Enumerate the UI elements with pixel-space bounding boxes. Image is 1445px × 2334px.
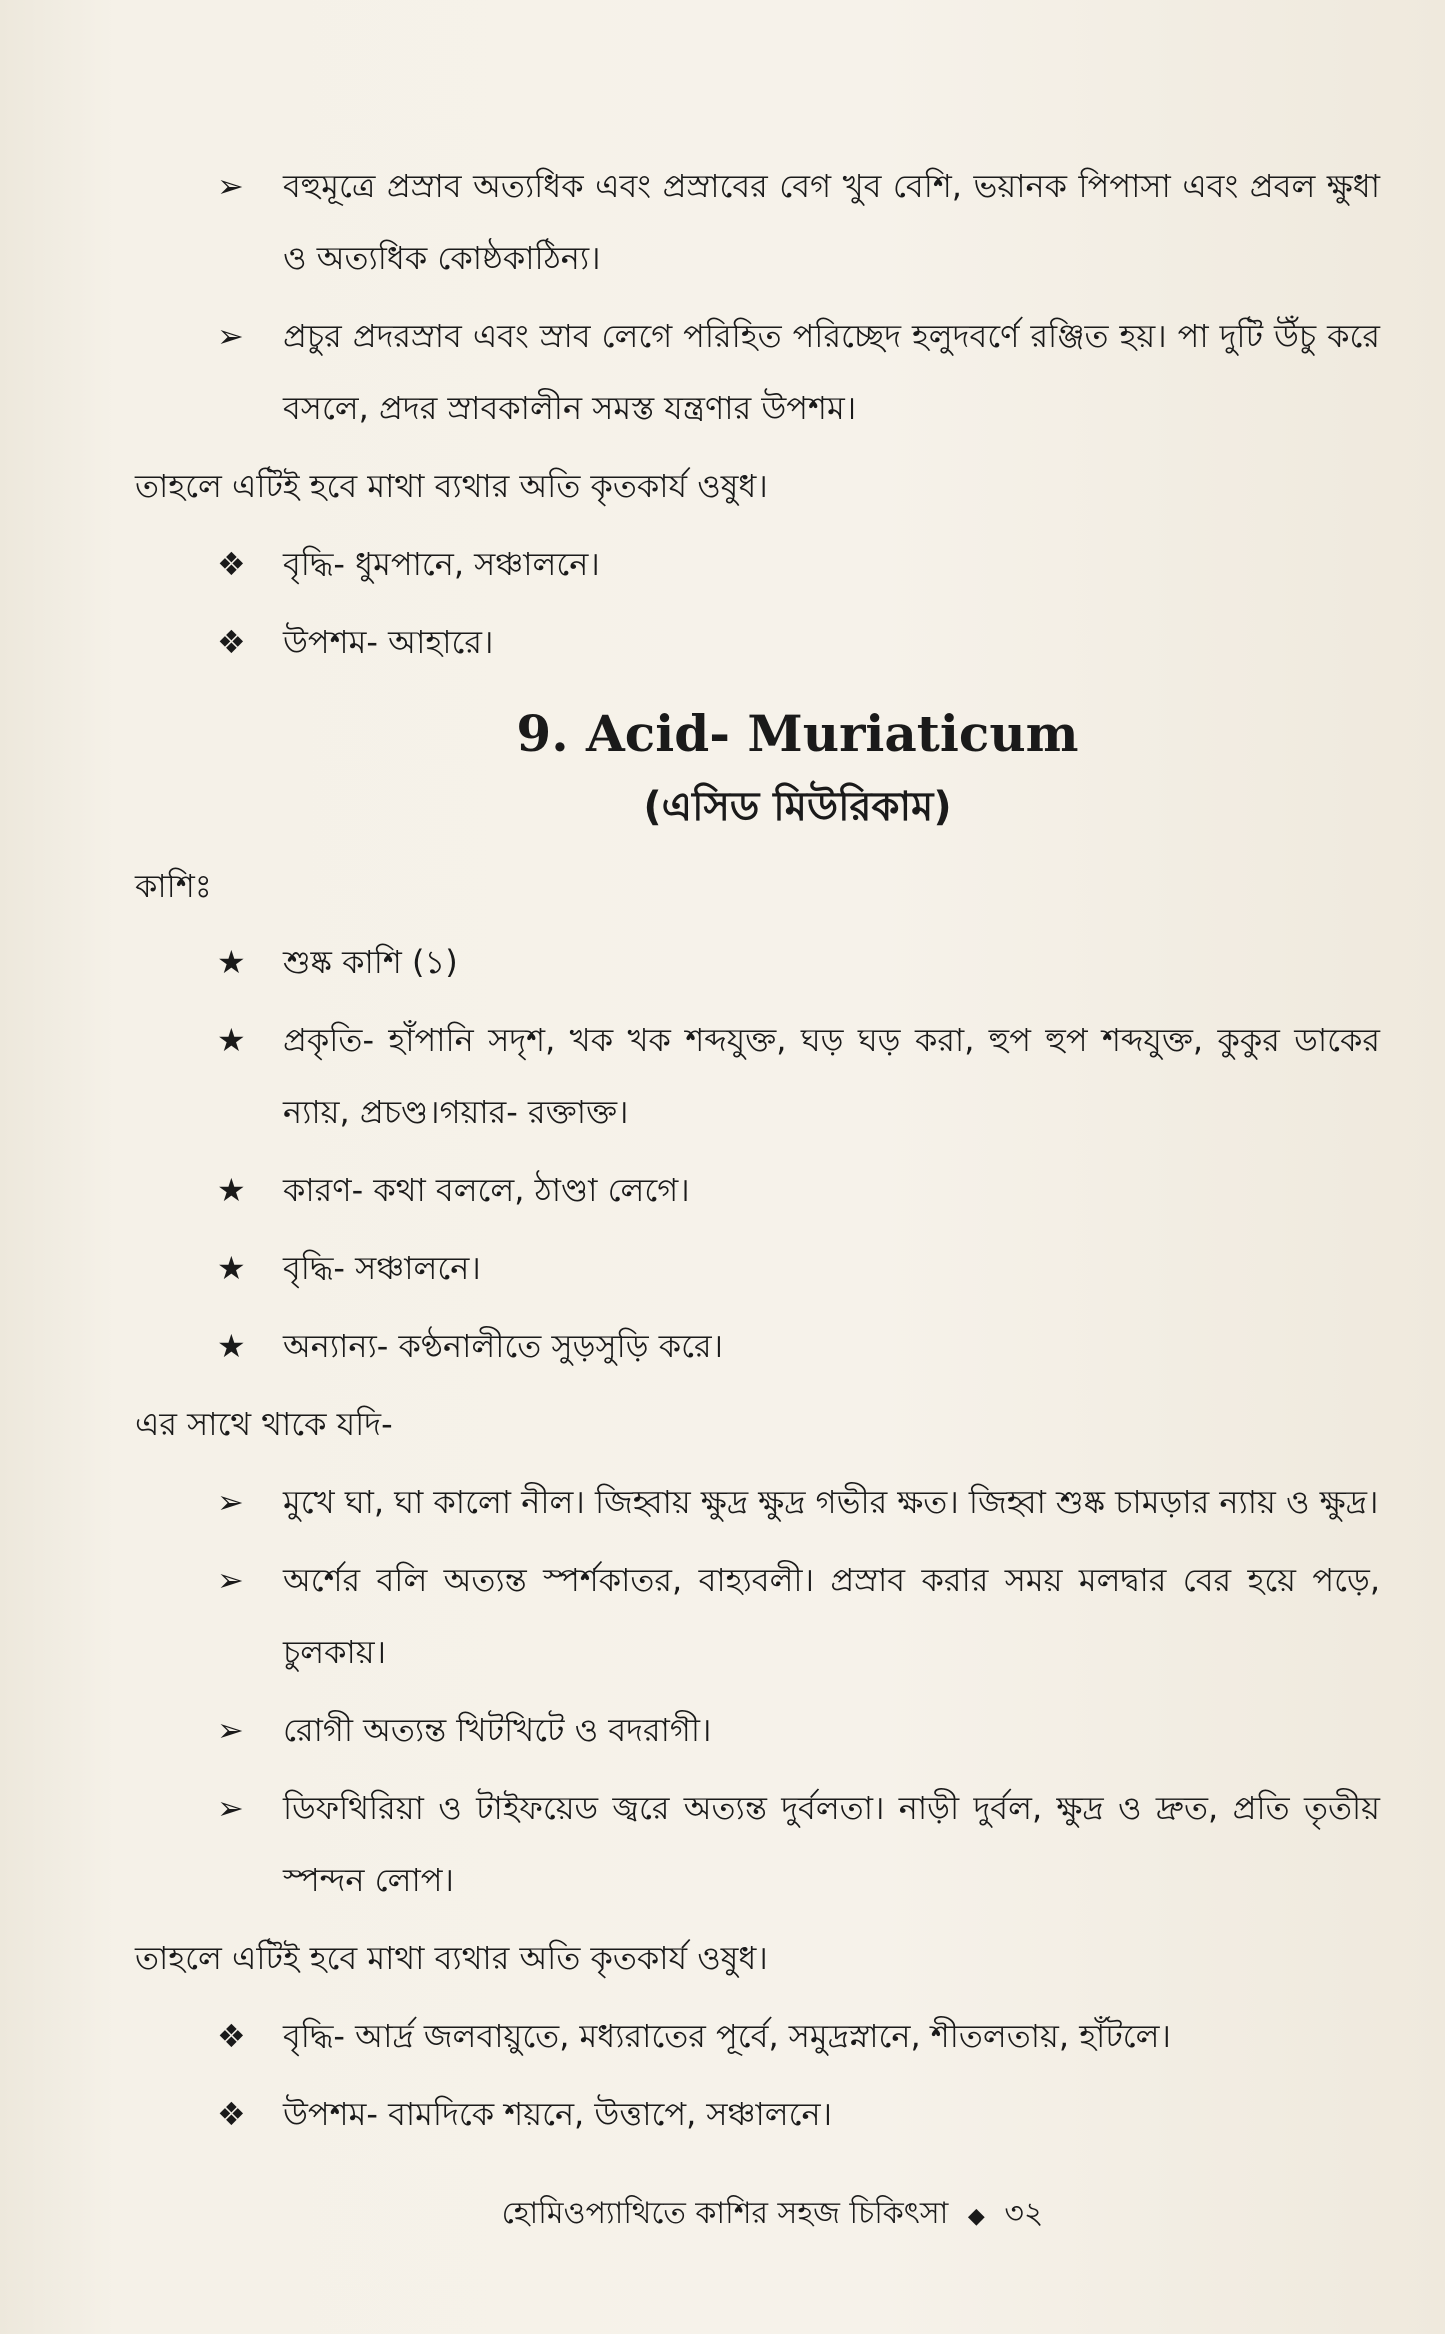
arrow-bullet-icon: ➢ <box>217 1561 244 1599</box>
diamond-bullet-icon: ❖ <box>217 623 246 661</box>
cough-item <box>135 1004 1380 1148</box>
modality-item <box>135 528 1380 600</box>
modality-text: বৃদ্ধি- ধুমপানে, সঞ্চালনে। <box>283 545 600 583</box>
list-item-text: প্রচুর প্রদরস্রাব এবং স্রাব লেগে পরিহিত পরিচ্ছেদ হলুদবর্ণে রঞ্জিত হয়। পা দুটি উঁচু করে বসলে, প্রদর স্রাবকালীন সমস্ত যন্ত্রণার উপশম। <box>283 317 1381 427</box>
list-item <box>135 1544 1380 1688</box>
page-footer <box>0 2190 1445 2241</box>
conclusion-text: তাহলে এটিই হবে মাথা ব্যথার অতি কৃতকার্য ওষুধ। <box>135 1939 768 1977</box>
arrow-bullet-icon: ➢ <box>217 1789 244 1827</box>
list-item-text: মুখে ঘা, ঘা কালো নীল। জিহ্বায় ক্ষুদ্র ক্ষুদ্র গভীর ক্ষত। জিহ্বা শুষ্ক চামড়ার ন্যায় ও ক্ষুদ্র। <box>283 1483 1379 1521</box>
star-bullet-icon: ★ <box>217 1249 246 1287</box>
cough-item <box>135 1232 1380 1304</box>
list-item-text: রোগী অত্যন্ত খিটখিটে ও বদরাগী। <box>283 1711 712 1749</box>
modality-item <box>135 606 1380 678</box>
remedy-title-bengali: (এসিড মিউরিকাম) <box>643 784 952 830</box>
remedy-title-english: 9. Acid- Muriaticum <box>516 704 1079 763</box>
remedy-heading <box>135 696 1380 842</box>
diamond-bullet-icon: ❖ <box>217 545 246 583</box>
cough-item-text: কারণ- কথা বললে, ঠাণ্ডা লেগে। <box>283 1171 690 1209</box>
book-title: হোমিওপ্যাথিতে কাশির সহজ চিকিৎসা <box>501 2196 949 2231</box>
arrow-bullet-icon: ➢ <box>217 317 244 355</box>
conclusion-text: তাহলে এটিই হবে মাথা ব্যথার অতি কৃতকার্য ওষুধ। <box>135 467 768 505</box>
page-number: ৩২ <box>1004 2196 1044 2231</box>
cough-item-text: প্রকৃতি- হাঁপানি সদৃশ, খক খক শব্দযুক্ত, ঘড় ঘড় করা, হুপ হুপ শব্দযুক্ত, কুকুর ডাকের ন্যায়, প্রচণ্ড।গয়ার- রক্তাক্ত। <box>283 1021 1380 1131</box>
star-bullet-icon: ★ <box>217 1171 246 1209</box>
list-item-text: বহুমূত্রে প্রস্রাব অত্যধিক এবং প্রস্রাবের বেগ খুব বেশি, ভয়ানক পিপাসা এবং প্রবল ক্ষুধা ও অত্যধিক কোষ্ঠকাঠিন্য। <box>283 167 1380 277</box>
arrow-bullet-icon: ➢ <box>217 1483 244 1521</box>
cough-item-text: শুষ্ক কাশি (১) <box>283 943 458 981</box>
list-item <box>135 1466 1380 1538</box>
page-content <box>135 150 1380 2156</box>
list-item <box>135 1694 1380 1766</box>
star-bullet-icon: ★ <box>217 943 246 981</box>
arrow-bullet-icon: ➢ <box>217 1711 244 1749</box>
cough-item <box>135 926 1380 998</box>
list-item <box>135 1772 1380 1916</box>
modality-text: বৃদ্ধি- আর্দ্র জলবায়ুতে, মধ্যরাতের পূর্বে, সমুদ্রস্নানে, শীতলতায়, হাঁটলে। <box>283 2017 1171 2055</box>
cough-item <box>135 1154 1380 1226</box>
list-item-text: ডিফথিরিয়া ও টাইফয়েড জ্বরে অত্যন্ত দুর্বলতা। নাড়ী দুর্বল, ক্ষুদ্র ও দ্রুত, প্রতি তৃতীয় স্পন্দন লোপ। <box>283 1789 1380 1899</box>
cough-item-text: অন্যান্য- কণ্ঠনালীতে সুড়সুড়ি করে। <box>283 1327 724 1365</box>
arrow-bullet-icon: ➢ <box>217 167 244 205</box>
diamond-separator-icon: ◆ <box>967 2204 985 2229</box>
with-label: এর সাথে থাকে যদি- <box>135 1405 393 1443</box>
modality-item <box>135 2000 1380 2072</box>
modality-item <box>135 2078 1380 2150</box>
star-bullet-icon: ★ <box>217 1327 246 1365</box>
modality-text: উপশম- বামদিকে শয়নে, উত্তাপে, সঞ্চালনে। <box>283 2095 833 2133</box>
star-bullet-icon: ★ <box>217 1021 246 1059</box>
diamond-bullet-icon: ❖ <box>217 2017 246 2055</box>
diamond-bullet-icon: ❖ <box>217 2095 246 2133</box>
cough-item-text: বৃদ্ধি- সঞ্চালনে। <box>283 1249 481 1287</box>
list-item <box>135 300 1380 444</box>
list-item-text: অর্শের বলি অত্যন্ত স্পর্শকাতর, বাহ্যবলী। প্রস্রাব করার সময় মলদ্বার বের হয়ে পড়ে, চুলকায়। <box>283 1561 1380 1671</box>
list-item <box>135 150 1380 294</box>
modality-text: উপশম- আহারে। <box>283 623 494 661</box>
cough-label: কাশিঃ <box>135 867 212 905</box>
cough-item <box>135 1310 1380 1382</box>
